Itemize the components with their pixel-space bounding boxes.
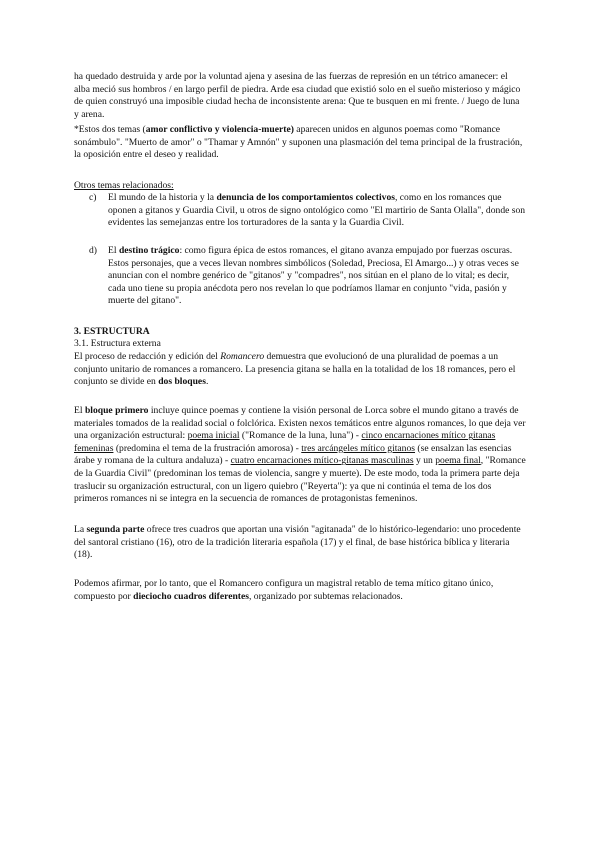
paragraph-bloque-primero: El bloque primero incluye quince poemas y contiene la visión personal de Lorca sobre el mundo gitano a través de materiales tomados de la realidad social o folclórica. Existen nexos temáticos entre algunos romances, lo que deja ver una organización estructural: poema inicial ("Romance de la luna, luna") - cinco encarnaciones mítico gitanas femeninas (predomina el tema de la frustración amorosa) - tres arcángeles mítico gitanos (se ensalzan las esencias árabe y romana de la cultura andaluza) - cuatro encarnaciones mítico-gitanas masculinas y un poema final, "Romance de la Guardia Civil" (predominan los temas de violencia, sangre y muerte). De este modo, toda la primera parte deja traslucir su organización estructural, con un ligero quiebro ("Reyerta"): ya que ni continúa el tema de los dos primeros romances ni se integra en la secuencia de romances de protagonistas femeninos. <box>74 405 526 505</box>
paragraph-ciudad: ha quedado destruida y arde por la voluntad ajena y asesina de las fuerzas de represión en un tétrico amanecer: el alba meció sus hombros / en largo perfil de piedra. Arde esa ciudad que existió solo en el sueño misterioso y mágico de quien construyó una imposible ciudad hecha de inconsistente arena: Que te busquen en mi frente. / Juego de luna y arena. <box>74 71 521 120</box>
section-3-1-heading: 3.1. Estructura externa <box>74 338 161 349</box>
item-d-label: d) <box>89 245 97 256</box>
paragraph-segunda-parte: La segunda parte ofrece tres cuadros que aportan una visión "agitanada" de lo histórico-legendario: uno procedente del santoral cristiano (16), otro de la tradición literaria española (17) y el final, de base histórica bíblica y literaria (18). <box>74 524 521 561</box>
item-c-text: El mundo de la historia y la denuncia de los comportamientos colectivos, como en los romances que oponen a gitanos y Guardia Civil, u otros de signo ontológico como "El martirio de Santa Olalla", donde son evidentes las semejanzas entre los torturadores de la santa y la Guardia Civil. <box>108 192 526 229</box>
otros-temas-heading: Otros temas relacionados: <box>74 180 174 191</box>
section-3-heading: 3. ESTRUCTURA <box>74 326 150 337</box>
paragraph-temas-unidos: *Estos dos temas (amor conflictivo y violencia-muerte) aparecen unidos en algunos poemas como "Romance sonámbulo". "Muerto de amor" o "Thamar y Amnón" y suponen una plasmación del tema principal de la frustración, la oposición entre el deseo y realidad. <box>74 124 523 161</box>
item-c-label: c) <box>89 192 97 203</box>
item-d-text: El destino trágico: como figura épica de estos romances, el gitano avanza empujado por fuerzas oscuras. Estos personajes, que a veces llevan nombres simbólicos (Soledad, Preciosa, El Amargo...) y otras veces se anuncian con el nombre genérico de "gitanos" y "compadres", nos sitúan en el plano de lo vital; es decir, cada uno tiene su propia anécdota pero nos revelan lo que podríamos llamar en conjunto "vida, pasión y muerte del gitano". <box>108 245 519 307</box>
paragraph-proceso: El proceso de redacción y edición del Romancero demuestra que evolucionó de una pluralidad de poemas a un conjunto unitario de romances a romancero. La presencia gitana se halla en la totalidad de los 18 romances, pero el conjunto se divide en dos bloques. <box>74 351 516 388</box>
paragraph-conclusion: Podemos afirmar, por lo tanto, que el Romancero configura un magistral retablo de tema mítico gitano único, compuesto por dieciocho cuadros diferentes, organizado por subtemas relacionados. <box>74 578 494 602</box>
